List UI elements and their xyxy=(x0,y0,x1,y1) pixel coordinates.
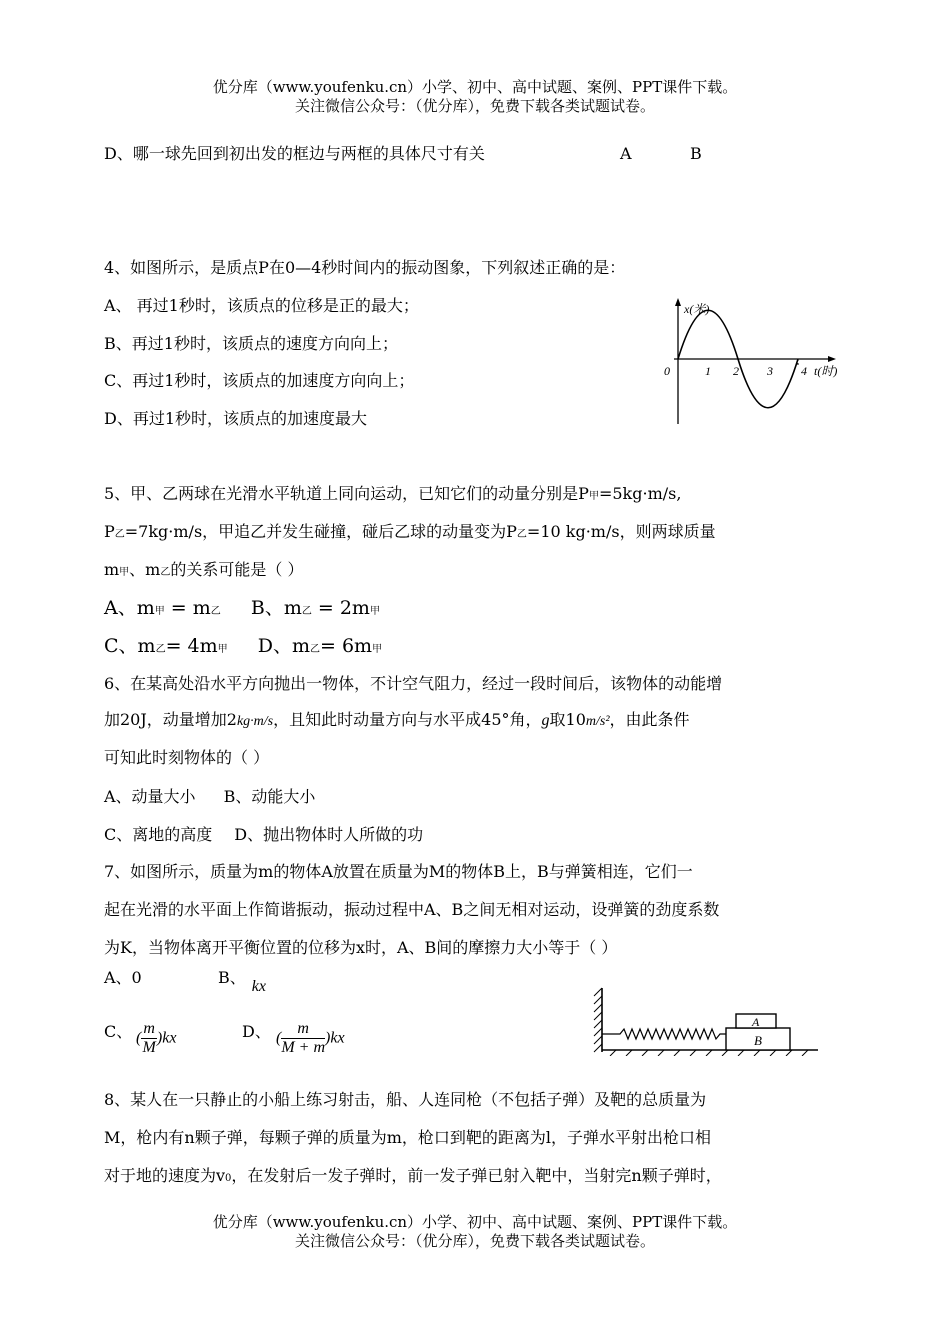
q5-options-cd xyxy=(104,636,382,660)
graph-x-arrow xyxy=(828,356,836,362)
q5-line2-sub2: 乙 xyxy=(516,529,527,540)
q5-opt-a-s2: 乙 xyxy=(210,606,221,617)
q5-opt-d-s2: 甲 xyxy=(372,644,383,655)
q7-option-d xyxy=(242,1022,271,1042)
q6-opt-a: A、动量大小 xyxy=(104,787,196,806)
q5-line1-end: =5kg·m/s, xyxy=(598,484,682,503)
q5-line2-a: P xyxy=(104,522,115,541)
q3-answer-a: A xyxy=(620,144,632,163)
q5-opt-a: A、m xyxy=(104,597,155,619)
q4-option-a: A、 再过1秒时，该质点的位移是正的最大； xyxy=(104,296,419,315)
q5-options-ab xyxy=(104,598,380,622)
q5-line3-c: 的关系可能是（ ） xyxy=(170,560,304,579)
q7-opt-b-expr: kx xyxy=(251,978,266,995)
q5-opt-b-s2: 甲 xyxy=(369,606,380,617)
q7-opt-d-label: D、 xyxy=(242,1022,271,1041)
q4-option-d: D、再过1秒时，该质点的加速度最大 xyxy=(104,409,368,428)
q6-opt-c: C、离地的高度 xyxy=(104,825,213,844)
q4-option-b: B、再过1秒时，该质点的速度方向向上； xyxy=(104,334,398,353)
q6-line2-b: ，且知此时动量方向与水平成45°角， xyxy=(273,710,542,729)
graph-y-arrow xyxy=(675,298,681,306)
q6-unit-momentum: kg·m/s xyxy=(236,714,274,729)
q5-opt-c-mid: = 4m xyxy=(165,635,218,657)
q7-line-3: 为K，当物体离开平衡位置的位移为x时，A、B间的摩擦力大小等于（ ） xyxy=(104,938,618,957)
q5-line3-sub1: 甲 xyxy=(119,567,130,578)
q7-option-b xyxy=(218,968,266,995)
graph-tick-3: 3 xyxy=(767,364,773,378)
q7-opt-d-den: M + m xyxy=(281,1039,326,1056)
q5-line2-sub1: 乙 xyxy=(114,529,125,540)
q6-line-1: 6、在某高处沿水平方向抛出一物体，不计空气阻力，经过一段时间后，该物体的动能增 xyxy=(104,674,723,693)
q3-answer-b: B xyxy=(690,144,702,163)
q5-line2-c: =10 kg·m/s，则两球质量 xyxy=(526,522,716,541)
q8-line3-b: ，在发射后一发子弹时，前一发子弹已射入靶中，当射完n颗子弹时， xyxy=(231,1166,722,1185)
q7-line-2: 起在光滑的水平面上作简谐振动，振动过程中A、B之间无相对运动，设弹簧的劲度系数 xyxy=(104,900,720,919)
q5-opt-d: D、m xyxy=(257,635,310,657)
q5-opt-d-mid: = 6m xyxy=(320,635,373,657)
q8-line3-a: 对于地的速度为v xyxy=(104,1166,226,1185)
q5-line-3 xyxy=(104,560,303,583)
q3-option-d-text: D、哪一球先回到初出发的框边与两框的具体尺寸有关 xyxy=(104,144,485,163)
q7-line-1: 7、如图所示，质量为m的物体A放置在质量为M的物体B上，B与弹簧相连，它们一 xyxy=(104,862,693,881)
spring xyxy=(602,1029,726,1039)
q7-option-d-expr: ( $\frac{m}{M + m}$ )kx xyxy=(276,1020,345,1056)
block-b-label: B xyxy=(754,1033,762,1048)
header-line-1: 优分库（www.youfenku.cn）小学、初中、高中试题、案例、PPT课件下载。 xyxy=(212,78,738,96)
graph-y-label: x(米) xyxy=(684,302,710,316)
q4-stem: 4、如图所示，是质点P在0—4秒时间内的振动图象，下列叙述正确的是： xyxy=(104,258,626,277)
q7-opt-c-label: C、 xyxy=(104,1022,133,1041)
q7-option-c xyxy=(104,1022,132,1042)
q7-opt-c-den: M xyxy=(142,1039,156,1056)
q7-opt-c-num: m xyxy=(143,1020,155,1037)
q6-opt-d: D、抛出物体时人所做的功 xyxy=(234,825,424,844)
q5-opt-c-s1: 乙 xyxy=(155,644,166,655)
q3-option-d xyxy=(104,144,485,164)
wall-hatching xyxy=(594,988,602,1052)
q6-options-cd xyxy=(104,825,423,845)
floor-hatching xyxy=(610,1050,808,1056)
q7-opt-d-num: m xyxy=(281,1020,325,1039)
q6-options-ab xyxy=(104,787,315,807)
footer-line-1: 优分库（www.youfenku.cn）小学、初中、高中试题、案例、PPT课件下载。 xyxy=(212,1213,738,1231)
q5-line3-a: m xyxy=(104,560,120,579)
footer-line-2: 关注微信公众号：（优分库），免费下载各类试题试卷。 xyxy=(294,1232,655,1250)
q8-line-3 xyxy=(104,1166,722,1189)
q5-opt-c: C、m xyxy=(104,635,156,657)
graph-origin-label: 0 xyxy=(664,364,670,378)
q7-opt-c-frac xyxy=(141,1020,157,1057)
q7-option-c-expr: ( $\frac{m}{M}$ )kx xyxy=(136,1020,177,1056)
block-a-label: A xyxy=(752,1015,760,1029)
q5-line-2 xyxy=(104,522,716,545)
spring-block-figure xyxy=(590,984,822,1056)
q6-line-2 xyxy=(104,710,690,732)
q7-opt-c-tail: kx xyxy=(162,1029,177,1047)
q6-g: g xyxy=(541,712,550,729)
q5-line3-sub2: 乙 xyxy=(160,567,171,578)
q6-unit-accel: m/s² xyxy=(585,714,610,729)
q5-opt-d-s1: 乙 xyxy=(310,644,320,655)
q7-opt-d-frac xyxy=(281,1020,325,1057)
q6-line2-c: 取10 xyxy=(549,710,586,729)
q5-opt-b-mid: = 2m xyxy=(311,597,370,619)
q7-option-a: A、0 xyxy=(104,968,142,987)
graph-tick-1: 1 xyxy=(705,364,711,378)
q5-line-1 xyxy=(104,484,681,507)
graph-tick-4: 4 xyxy=(801,364,807,378)
q5-line3-b: 、m xyxy=(129,560,161,579)
q4-option-c: C、再过1秒时，该质点的加速度方向向上； xyxy=(104,371,415,390)
q6-line2-d: ，由此条件 xyxy=(609,710,690,729)
graph-tick-2: 2 xyxy=(733,364,739,378)
q5-line1-sub: 甲 xyxy=(588,491,599,502)
q5-opt-b-s1: 乙 xyxy=(301,606,312,617)
q6-line-3: 可知此时刻物体的（ ） xyxy=(104,748,270,767)
q5-opt-b: B、m xyxy=(250,597,302,619)
q5-opt-c-s2: 甲 xyxy=(217,644,228,655)
q5-line2-b: =7kg·m/s，甲追乙并发生碰撞，碰后乙球的动量变为P xyxy=(124,522,517,541)
header-line-2: 关注微信公众号：（优分库），免费下载各类试题试卷。 xyxy=(294,97,655,115)
q8-line-2: M，枪内有n颗子弹，每颗子弹的质量为m，枪口到靶的距离为l，子弹水平射出枪口相 xyxy=(104,1128,711,1147)
graph-x-label: t(时) xyxy=(814,364,838,378)
q6-line2-a: 加20J，动量增加2 xyxy=(104,710,237,729)
q5-line1-text: 5、甲、乙两球在光滑水平轨道上同向运动，已知它们的动量分别是P xyxy=(104,484,589,503)
q7-opt-b-label: B、 xyxy=(218,968,246,987)
q5-opt-a-s1: 甲 xyxy=(154,606,165,617)
vibration-graph xyxy=(660,296,860,428)
q7-opt-d-tail: kx xyxy=(330,1029,345,1047)
q8-line-1: 8、某人在一只静止的小船上练习射击，船、人连同枪（不包括子弹）及靶的总质量为 xyxy=(104,1090,707,1109)
q5-opt-a-mid: = m xyxy=(164,597,211,619)
q8-line3-sub: 0 xyxy=(225,1173,232,1184)
q6-opt-b: B、动能大小 xyxy=(223,787,316,806)
